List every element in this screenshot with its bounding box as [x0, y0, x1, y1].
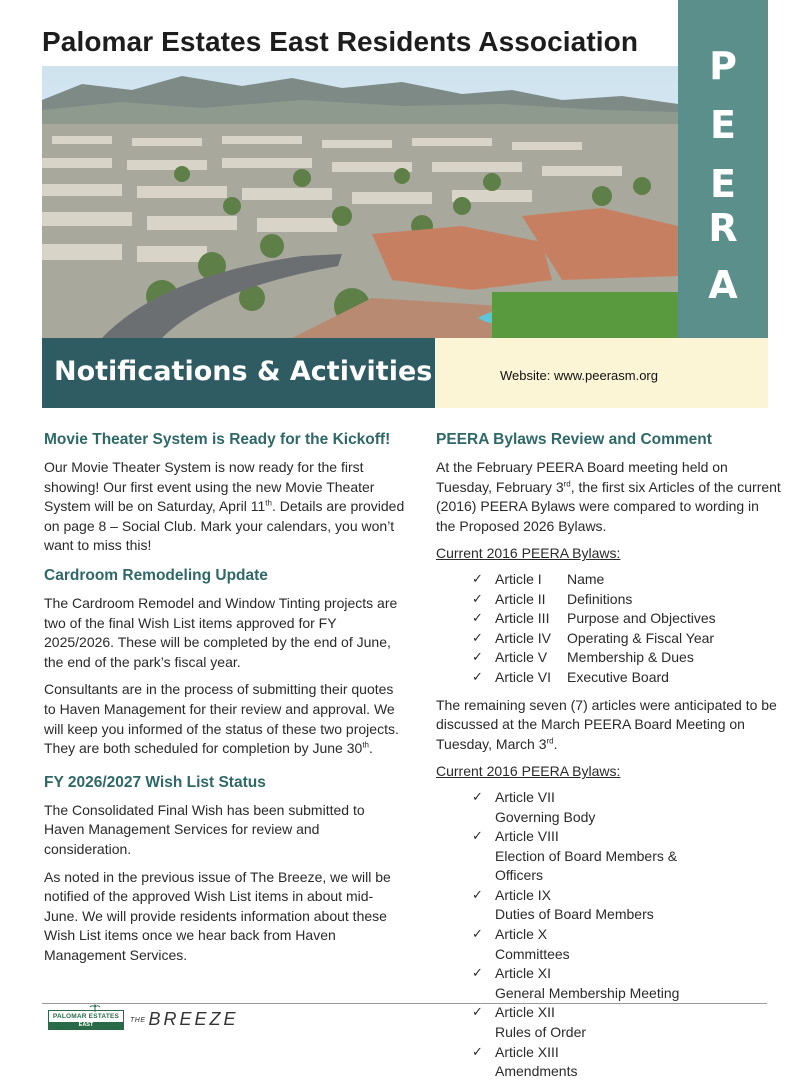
list-item	[436, 609, 781, 629]
list-item	[436, 668, 781, 688]
article-name: Definitions	[567, 590, 633, 607]
the-breeze-brand	[130, 1009, 239, 1030]
section-heading-cardroom: Cardroom Remodeling Update	[44, 566, 268, 584]
brand-the: THE	[130, 1017, 146, 1024]
article-number: Article III	[495, 610, 550, 627]
list-item	[436, 827, 781, 886]
article-name: Executive Board	[567, 668, 669, 685]
article-number: Article VIII	[495, 828, 559, 845]
newsletter-title: Palomar Estates East Residents Association	[42, 26, 639, 57]
checkmark-icon: ✓	[472, 1005, 483, 1021]
text-span: Current 2016 PEERA Bylaws	[436, 545, 617, 562]
left-column	[44, 430, 406, 965]
cardroom-paragraph-2	[44, 680, 406, 758]
list-item	[436, 648, 781, 668]
article-name: Amendments	[495, 1063, 578, 1080]
footer-divider	[42, 1003, 767, 1004]
checkmark-icon: ✓	[472, 966, 483, 982]
text-span: .	[368, 740, 373, 757]
cardroom-paragraph-1: The Cardroom Remodel and Window Tinting projects are two of the final Wish List items approved for FY 2025/2026. These will be completed by the end of June, the end of the park’s fiscal year.	[44, 594, 398, 670]
section-heading-bylaws: PEERA Bylaws Review and Comment	[436, 431, 712, 448]
checkmark-icon: ✓	[472, 887, 483, 903]
right-column	[436, 430, 781, 1082]
checkmark-icon: ✓	[472, 829, 483, 845]
superscript: rd	[546, 736, 554, 746]
article-number: Article X	[495, 926, 548, 943]
text-span: The remaining seven (7) articles were anticipated to be discussed at the March PEERA Board Meeting on Tuesday, March 3	[436, 696, 777, 752]
article-name: Election of Board Members & Officers	[495, 847, 678, 884]
logo-east: EAST	[49, 1022, 123, 1029]
peera-letter: P	[709, 44, 737, 88]
bylaws-paragraph-1	[436, 458, 781, 536]
logo-name: PALOMAR ESTATES	[52, 1013, 120, 1020]
website-link[interactable]: Website: www.peerasm.org	[500, 368, 658, 383]
bylaws-list-title	[436, 762, 781, 782]
article-number: Article I	[495, 570, 542, 587]
peera-letter: E	[710, 103, 736, 147]
article-number: Article XII	[495, 1004, 555, 1021]
checkmark-icon: ✓	[472, 630, 483, 646]
peera-letter: R	[708, 206, 738, 250]
notifications-title: Notifications & Activities	[54, 356, 433, 387]
article-name: Governing Body	[495, 808, 596, 825]
superscript: rd	[563, 478, 571, 488]
list-item	[436, 570, 781, 590]
article-number: Article II	[495, 590, 546, 607]
text-span: :	[616, 545, 621, 562]
wish-list-paragraph-1: The Consolidated Final Wish has been submitted to Haven Management Services for review and consideration.	[44, 801, 365, 857]
section-heading-movie-theater: Movie Theater System is Ready for the Kickoff!	[44, 431, 391, 448]
article-name: General Membership Meeting	[495, 984, 680, 1001]
peera-letter: A	[708, 263, 738, 307]
text-span: . Details are provided on page 8 – Social Club. Mark your calendars, you won’t want to miss this!	[44, 498, 405, 554]
section-heading-wish-list: FY 2026/2027 Wish List Status	[44, 773, 266, 791]
article-number: Article XI	[495, 965, 552, 982]
text-span: At the February PEERA Board meeting held on Tuesday, February 3	[436, 459, 728, 495]
bylaws-list-title	[436, 544, 781, 564]
superscript: th	[265, 498, 272, 508]
list-item	[436, 925, 781, 964]
list-item	[436, 788, 781, 827]
text-span: .	[553, 735, 558, 752]
website-banner	[435, 338, 768, 408]
text-span: Our Movie Theater System is now ready for the first showing! Our first event using the new Movie Theater System will be on Saturday, April 11	[44, 459, 375, 515]
list-item	[436, 886, 781, 925]
article-number: Article IV	[495, 629, 552, 646]
article-name: Duties of Board Members	[495, 906, 654, 923]
article-name: Purpose and Objectives	[567, 610, 716, 627]
bylaws-article-list-2	[436, 788, 781, 1082]
list-item	[436, 629, 781, 649]
notifications-banner	[42, 338, 435, 408]
article-number: Article VI	[495, 668, 552, 685]
article-number: Article XIII	[495, 1043, 559, 1060]
text-span: Current 2016 PEERA Bylaws	[436, 763, 617, 780]
text-span: :	[616, 763, 621, 780]
peera-side-band	[678, 0, 768, 338]
article-name: Rules of Order	[495, 1024, 587, 1041]
checkmark-icon: ✓	[472, 1044, 483, 1060]
article-name: Name	[567, 570, 605, 587]
bylaws-paragraph-2	[436, 696, 781, 755]
peera-letter: E	[710, 162, 736, 206]
movie-theater-paragraph	[44, 458, 406, 556]
article-number: Article VII	[495, 788, 555, 805]
list-item	[436, 964, 781, 1003]
article-name: Membership & Dues	[567, 649, 694, 666]
aerial-photo-illustration	[42, 66, 678, 338]
checkmark-icon: ✓	[472, 611, 483, 627]
checkmark-icon: ✓	[472, 789, 483, 805]
article-name: Committees	[495, 945, 570, 962]
wish-list-paragraph-2: As noted in the previous issue of The Breeze, we will be notified of the approved Wish List items in about mid-June. We will provide residents information about these Wish List items once we hear back from Haven Management Services.	[44, 868, 391, 963]
article-number: Article IX	[495, 886, 552, 903]
list-item	[436, 1003, 781, 1042]
checkmark-icon: ✓	[472, 650, 483, 666]
checkmark-icon: ✓	[472, 669, 483, 685]
aerial-photo	[42, 66, 678, 338]
bylaws-article-list-1	[436, 570, 781, 688]
superscript: th	[362, 740, 369, 750]
brand-name: BREEZE	[148, 1009, 239, 1029]
checkmark-icon: ✓	[472, 927, 483, 943]
text-span: , the first six Articles of the current (2016) PEERA Bylaws were compared to wording in the Proposed 2026 Bylaws.	[436, 478, 781, 534]
palomar-estates-logo	[48, 1010, 124, 1030]
text-span: Consultants are in the process of submitting their quotes to Haven Management for their review and approval. We will keep you informed of the status of these two projects. They are both scheduled for completion by June 30	[44, 681, 399, 757]
article-name: Operating & Fiscal Year	[567, 629, 715, 646]
checkmark-icon: ✓	[472, 591, 483, 607]
list-item	[436, 590, 781, 610]
list-item	[436, 1043, 781, 1082]
article-number: Article V	[495, 649, 548, 666]
checkmark-icon: ✓	[472, 571, 483, 587]
